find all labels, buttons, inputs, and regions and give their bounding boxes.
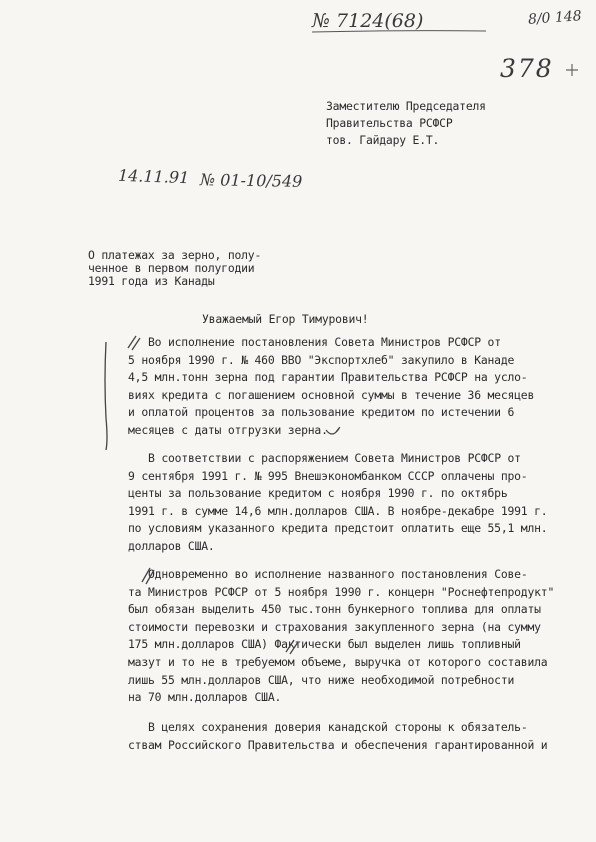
addressee-line: тов. Гайдару Е.Т. [326,133,440,147]
addressee-line: Заместителю Председателя [326,99,486,113]
registration-date-handwritten: 14.11.91 [117,165,190,188]
side-number-handwritten: 378 [500,54,554,83]
paragraph-line: лишь 55 млн.долларов США, что ниже необходимой потребности [128,672,515,687]
subject-block [88,249,261,288]
paragraph-line: Одновременно во исполнение названного постановления Сове- [148,567,528,581]
paragraph-line: стоимости перевозки и страхования закупленного зерна (на сумму [128,619,541,634]
margin-line-mark [105,342,107,450]
paragraph-4 [128,718,547,754]
paragraph-line: ствам Российского Правительства и обеспечения гарантированной и [128,738,548,752]
paragraph-line: Во исполнение постановления Совета Министров РСФСР от [148,335,501,349]
paragraph-line: и оплатой процентов за пользование кредитом по истечении 6 [128,405,515,420]
paragraph-line: 4,5 млн.тонн зерна под гарантии Правительства РСФСР на усло- [128,370,528,385]
top-right-code-handwritten: 8/0 148 [527,8,583,28]
paragraph-2 [128,450,547,556]
paragraph-line: месяцев с даты отгрузки зерна. [128,422,328,437]
paragraph-line: та Министров РСФСР от 5 ноября 1990 г. концерн "Роснефтепродукт" [128,584,555,599]
addressee-line: Правительства РСФСР [326,116,453,130]
paragraph-line: по условиям указанного кредита предстоит оплатить еще 55,1 млн. [128,521,548,536]
addressee-block [326,98,486,149]
paragraph-line: 175 млн.долларов США) Фактически был выделен лишь топливный [128,637,521,652]
subject-line: 1991 года из Канады [88,274,215,288]
paragraph-line: мазут и то не в требуемом объеме, выручка от которого составила [128,654,548,669]
paragraph-line: 9 сентября 1991 г. № 995 Внешэкономбанком СССР оплачены про- [128,468,528,483]
cross-mark [566,64,578,76]
paragraph-line: был обязан выделить 450 тыс.тонн бункерного топлива для оплаты [128,602,541,617]
archive-number-handwritten: № 7124(68) [312,10,424,32]
registration-number-handwritten: № 01-10/549 [199,170,303,191]
paragraph-line: В целях сохранения доверия канадской стороны к обязатель- [148,720,528,734]
paragraph-line: центы за пользование кредитом с ноября 1990 г. по октябрь [128,486,508,501]
salutation: Уважаемый Егор Тимурович! [202,312,369,326]
paragraph-line: 5 ноября 1990 г. № 460 ВВО "Экспортхлеб" закупило в Канаде [128,352,515,367]
paragraph-3 [128,566,554,707]
subject-line: ченное в первом полугодии [88,261,255,275]
paragraph-line: долларов США. [128,538,215,553]
paragraph-line: на 70 млн.долларов США. [128,690,282,705]
paragraph-line: В соответствии с распоряжением Совета Министров РСФСР от [148,451,521,465]
subject-line: О платежах за зерно, полу- [88,248,262,262]
paragraph-line: виях кредита с погашением основной суммы в течение 36 месяцев [128,387,535,402]
paragraph-1 [128,334,534,440]
paragraph-line: 1991 г. в сумме 14,6 млн.долларов США. В ноябре-декабре 1991 г. [128,503,548,518]
